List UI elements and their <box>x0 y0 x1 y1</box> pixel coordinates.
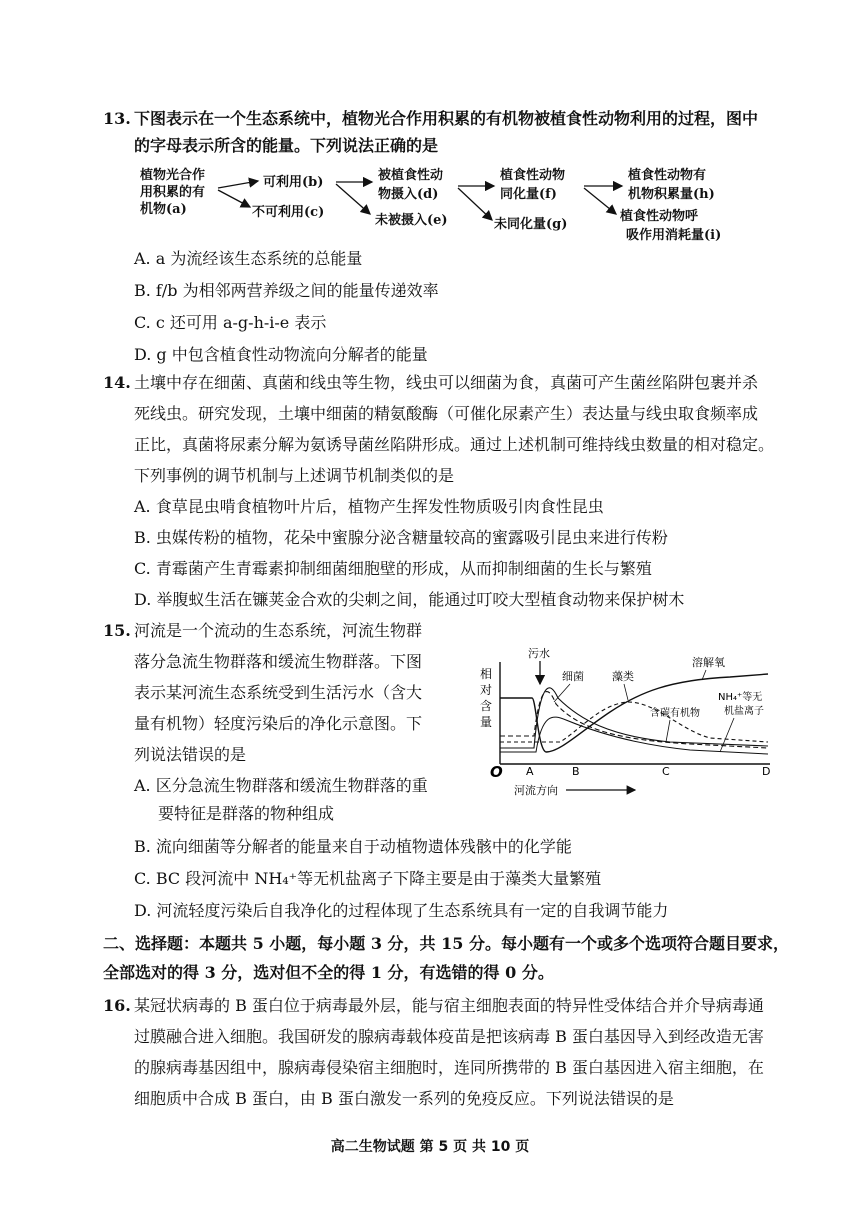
q14-stem-line1: 土壤中存在细菌、真菌和线虫等生物，线虫可以细菌为食，真菌可产生菌丝陷阱包裹并杀 <box>134 373 759 392</box>
flow-arrows <box>0 0 860 260</box>
q14-stem-line4: 下列事例的调节机制与上述调节机制类似的是 <box>134 466 455 485</box>
q13-number: 13. <box>103 109 131 128</box>
flow-node-c: 不可利用(c) <box>252 205 325 220</box>
q15-number: 15. <box>103 621 131 640</box>
q14-option-a: A. 食草昆虫啃食植物叶片后，植物产生挥发性物质吸引肉食性昆虫 <box>134 497 604 516</box>
flow-node-a-line3: 机物(a) <box>140 202 187 217</box>
fig-tick-b: B <box>572 765 580 778</box>
arrow-d-to-g <box>458 188 492 220</box>
q16-stem-line4: 细胞质中合成 B 蛋白，由 B 蛋白激发一系列的免疫反应。下列说法错误的是 <box>134 1089 674 1108</box>
fig-origin: O <box>490 763 503 781</box>
page-footer: 高二生物试题 第 5 页 共 10 页 <box>330 1139 530 1155</box>
q14-option-b: B. 虫媒传粉的植物，花朵中蜜腺分泌含糖量较高的蜜露吸引昆虫来进行传粉 <box>134 528 668 547</box>
fig-ylabel-2: 对 <box>480 683 493 697</box>
q13-option-c: C. c 还可用 a-g-h-i-e 表示 <box>134 313 327 332</box>
q13-option-d: D. g 中包含植食性动物流向分解者的能量 <box>134 345 428 364</box>
fig-tick-a: A <box>526 765 534 778</box>
arrow-a-to-c <box>218 190 250 207</box>
fig-tick-c: C <box>662 765 670 778</box>
q13-stem-line1: 下图表示在一个生态系统中，植物光合作用积累的有机物被植食性动物利用的过程，图中 <box>134 109 759 128</box>
fig-ylabel-1: 相 <box>480 667 493 681</box>
flow-node-e: 未被摄入(e) <box>375 213 448 228</box>
q13-option-a: A. a 为流经该生态系统的总能量 <box>134 249 363 268</box>
q15-stem-line4: 量有机物）轻度污染后的净化示意图。下 <box>134 714 423 733</box>
q16-stem-line3: 的腺病毒基因组中，腺病毒侵染宿主细胞时，连同所携带的 B 蛋白基因进入宿主细胞，在 <box>134 1058 764 1077</box>
q15-option-c: C. BC 段河流中 NH₄⁺等无机盐离子下降主要是由于藻类大量繁殖 <box>134 869 602 888</box>
q16-number: 16. <box>103 996 131 1015</box>
fig-tick-d: D <box>762 765 771 778</box>
flow-node-h-line1: 植食性动物有 <box>628 168 707 183</box>
fig-label-oxygen: 溶解氧 <box>692 656 725 669</box>
q16-stem-line1: 某冠状病毒的 B 蛋白位于病毒最外层，能与宿主细胞表面的特异性受体结合并介导病毒通 <box>134 996 764 1015</box>
q15-option-a-line2: 要特征是群落的物种组成 <box>158 804 335 823</box>
q15-stem-line1: 河流是一个流动的生态系统，河流生物群 <box>134 621 423 640</box>
q15-option-b: B. 流向细菌等分解者的能量来自于动植物遗体残骸中的化学能 <box>134 837 572 856</box>
flow-node-h-line2: 机物积累量(h) <box>628 187 715 202</box>
q15-option-d: D. 河流轻度污染后自我净化的过程体现了生态系统具有一定的自我调节能力 <box>134 901 669 920</box>
q13-stem-line2: 的字母表示所含的能量。下列说法正确的是 <box>134 136 439 155</box>
flow-node-d-line1: 被植食性动 <box>378 168 444 183</box>
flow-node-i-line1: 植食性动物呼 <box>620 209 699 224</box>
q14-number: 14. <box>103 373 131 392</box>
q13-option-b: B. f/b 为相邻两营养级之间的能量传递效率 <box>134 281 439 300</box>
q15-river-figure <box>470 640 800 800</box>
arrow-f-to-i <box>584 188 616 214</box>
arrow-a-to-b <box>218 181 258 188</box>
flow-node-i-line2: 吸作用消耗量(i) <box>626 228 722 243</box>
flow-node-d-line2: 物摄入(d) <box>378 187 439 202</box>
section2-heading-line2: 全部选对的得 3 分，选对但不全的得 1 分，有选错的得 0 分。 <box>103 963 554 982</box>
q16-stem-line2: 过膜融合进入细胞。我国研发的腺病毒载体疫苗是把该病毒 B 蛋白基因导入到经改造无害 <box>134 1027 764 1046</box>
flow-node-f-line1: 植食性动物 <box>500 168 566 183</box>
q14-option-d: D. 举腹蚁生活在镰荚金合欢的尖刺之间，能通过叮咬大型植食动物来保护树木 <box>134 590 685 609</box>
q15-stem-line5: 列说法错误的是 <box>134 745 247 764</box>
arrow-b-to-e <box>336 184 370 214</box>
fig-label-sewage: 污水 <box>528 647 550 660</box>
flow-node-g: 未同化量(g) <box>494 217 568 232</box>
flow-node-a-line2: 用积累的有 <box>140 185 206 200</box>
q14-stem-line2: 死线虫。研究发现，土壤中细菌的精氨酸酶（可催化尿素产生）表达量与线虫取食频率成 <box>134 404 759 423</box>
section2-heading-line1: 二、选择题：本题共 5 小题，每小题 3 分，共 15 分。每小题有一个或多个选项符合题目要求， <box>103 934 789 953</box>
fig-label-ammonium-1: NH₄⁺等无 <box>718 692 763 703</box>
q14-option-c: C. 青霉菌产生青霉素抑制细菌细胞壁的形成，从而抑制细菌的生长与繁殖 <box>134 559 652 578</box>
fig-ylabel-3: 含 <box>480 699 493 713</box>
q14-stem-line3: 正比，真菌将尿素分解为氨诱导菌丝陷阱形成。通过上述机制可维持线虫数量的相对稳定。 <box>134 435 775 454</box>
fig-label-bacteria: 细菌 <box>562 670 584 683</box>
fig-xlabel: 河流方向 <box>514 784 558 797</box>
fig-label-algae: 藻类 <box>612 670 634 683</box>
flow-node-f-line2: 同化量(f) <box>500 187 557 202</box>
q15-option-a-line1: A. 区分急流生物群落和缓流生物群落的重 <box>134 776 428 795</box>
q15-stem-line2: 落分急流生物群落和缓流生物群落。下图 <box>134 652 423 671</box>
flow-node-a-line1: 植物光合作 <box>140 168 206 183</box>
fig-label-ammonium-2: 机盐离子 <box>724 706 764 717</box>
fig-label-organic: 含碳有机物 <box>650 708 700 719</box>
flow-node-b: 可利用(b) <box>263 175 324 190</box>
fig-ylabel-4: 量 <box>480 715 493 729</box>
q15-stem-line3: 表示某河流生态系统受到生活污水（含大 <box>134 683 423 702</box>
